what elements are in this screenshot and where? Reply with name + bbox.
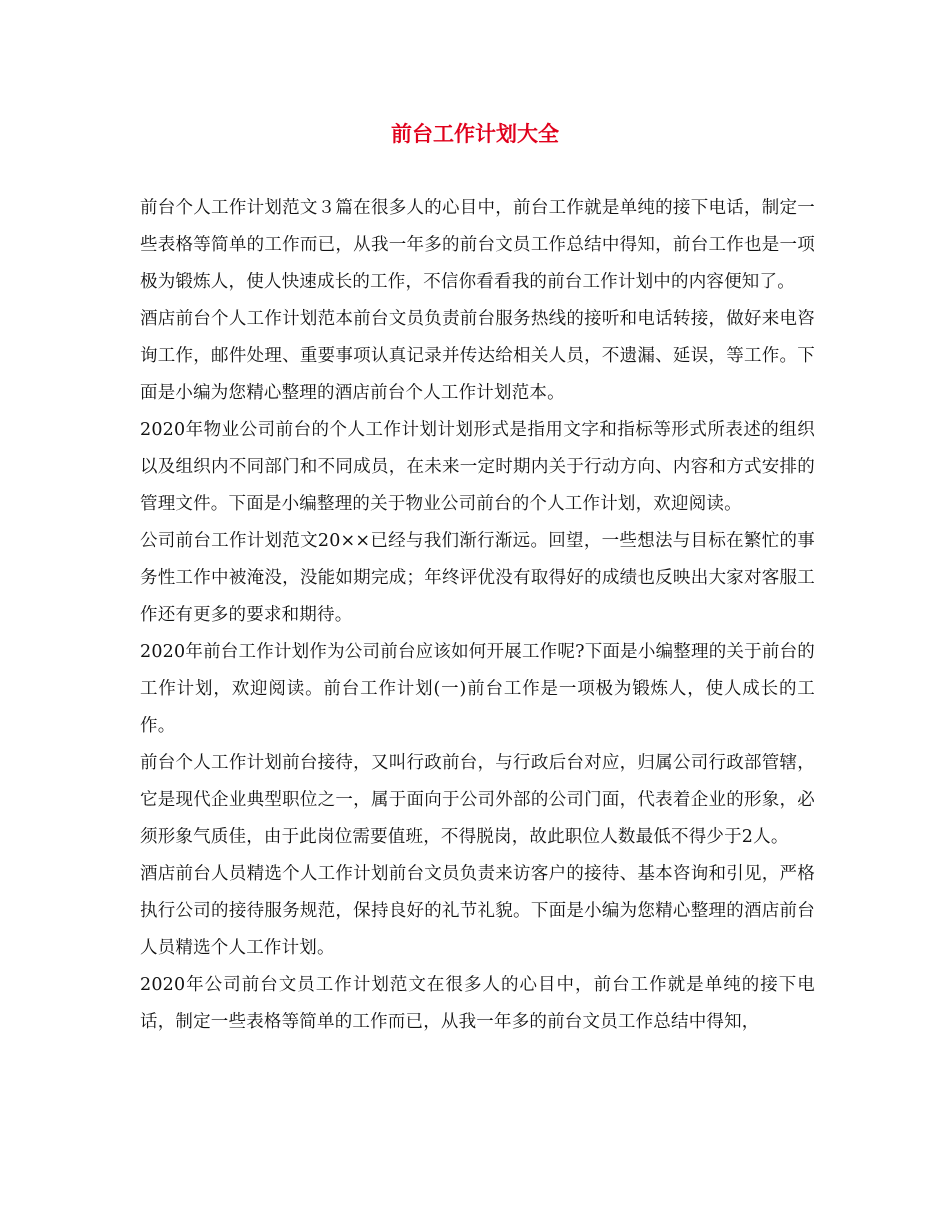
paragraph: 前台个人工作计划范文３篇在很多人的心目中，前台工作就是单纯的接下电话，制定一些表格等简单的工作而已，从我一年多的前台文员工作总结中得知，前台工作也是一项极为锻炼人，使人快速成长的工作，不信你看看我的前台工作计划中的内容便知了。 bbox=[140, 198, 815, 292]
paragraph: 酒店前台人员精选个人工作计划前台文员负责来访客户的接待、基本咨询和引见，严格执行公司的接待服务规范，保持良好的礼节礼貌。下面是小编为您精心整理的酒店前台人员精选个人工作计划。 bbox=[140, 864, 815, 958]
paragraph: 公司前台工作计划范文20××已经与我们渐行渐远。回望，一些想法与目标在繁忙的事务性工作中被淹没，没能如期完成；年终评优没有取得好的成绩也反映出大家对客服工作还有更多的要求和期待。 bbox=[140, 531, 815, 625]
document-title: 前台工作计划大全 bbox=[391, 121, 559, 146]
paragraph: 2020年公司前台文员工作计划范文在很多人的心目中，前台工作就是单纯的接下电话，制定一些表格等简单的工作而已，从我一年多的前台文员工作总结中得知， bbox=[140, 975, 815, 1032]
document-body bbox=[140, 190, 815, 1041]
paragraph: 酒店前台个人工作计划范本前台文员负责前台服务热线的接听和电话转接，做好来电咨询工作，邮件处理、重要事项认真记录并传达给相关人员，不遗漏、延误，等工作。下面是小编为您精心整理的酒店前台个人工作计划范本。 bbox=[140, 309, 815, 403]
paragraph: 前台个人工作计划前台接待，又叫行政前台，与行政后台对应，归属公司行政部管辖，它是现代企业典型职位之一，属于面向于公司外部的公司门面，代表着企业的形象，必须形象气质佳，由于此岗位需要值班，不得脱岗，故此职位人数最低不得少于2人。 bbox=[140, 753, 815, 847]
paragraph: 2020年前台工作计划作为公司前台应该如何开展工作呢?下面是小编整理的关于前台的工作计划，欢迎阅读。前台工作计划(一)前台工作是一项极为锻炼人，使人成长的工作。 bbox=[140, 642, 815, 736]
paragraph: 2020年物业公司前台的个人工作计划计划形式是指用文字和指标等形式所表述的组织以及组织内不同部门和不同成员，在未来一定时期内关于行动方向、内容和方式安排的管理文件。下面是小编整理的关于物业公司前台的个人工作计划，欢迎阅读。 bbox=[140, 420, 815, 514]
